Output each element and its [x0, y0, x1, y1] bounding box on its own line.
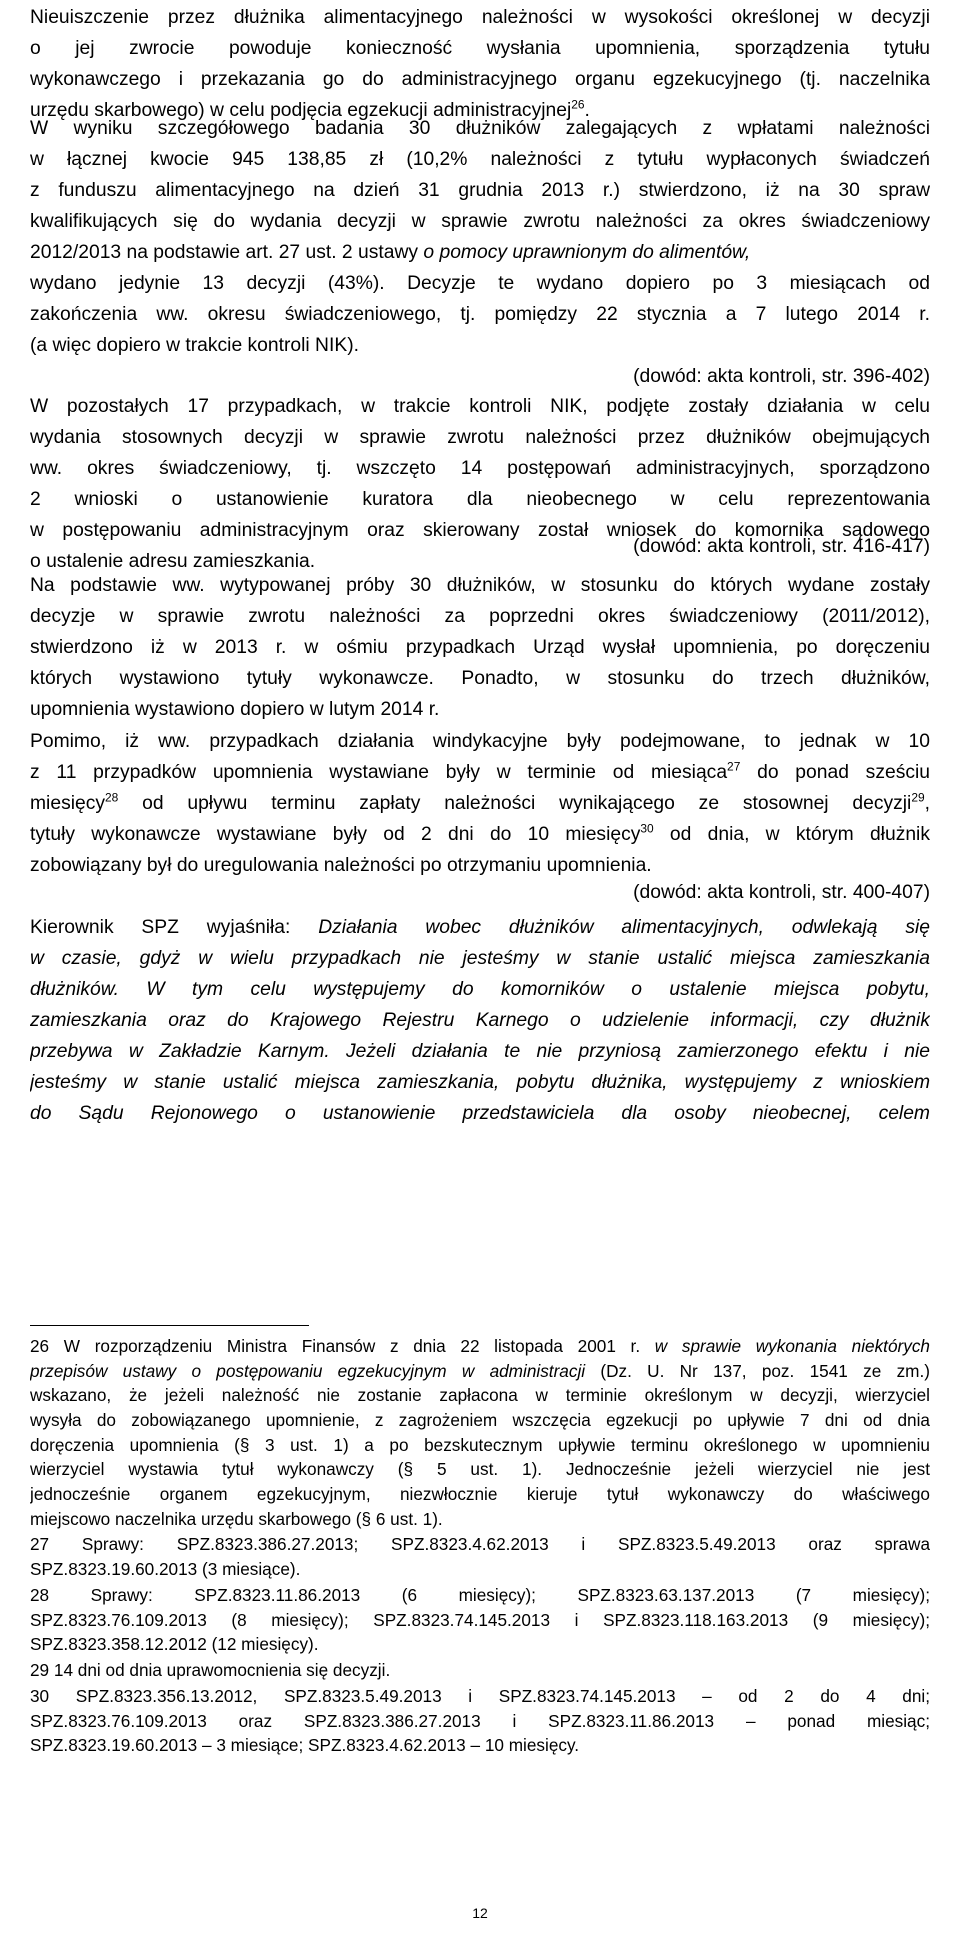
evidence-reference: (dowód: akta kontroli, str. 400-407) — [633, 882, 930, 903]
footnote-line — [30, 1334, 930, 1359]
text-line: stwierdzono iż w 2013 r. w ośmiu przypadkach Urząd wysłał upomnienia, po doręczeniu — [30, 637, 930, 658]
footnote-number: 30 — [30, 1686, 50, 1706]
paragraph-5 — [30, 726, 930, 908]
text-line: Pomimo, iż ww. przypadkach działania windykacyjne były podejmowane, to jednak w 10 — [30, 731, 930, 752]
footnote-line: SPZ.8323.76.109.2013 oraz SPZ.8323.386.27.2013 i SPZ.8323.11.86.2013 – ponad miesiąc; — [30, 1710, 930, 1731]
text-line: w łącznej kwocie 945 138,85 zł (10,2% należności z tytułu wypłaconych świadczeń — [30, 149, 930, 170]
text-line: kwalifikujących się do wydania decyzji w sprawie zwrotu należności za okres świadczeniowy — [30, 211, 930, 232]
footnote-26 — [30, 1334, 930, 1532]
footnote-line — [30, 1359, 930, 1384]
text-span: 14 dni od dnia uprawomocnienia się decyzji. — [49, 1660, 391, 1680]
footnote-line — [30, 1658, 930, 1683]
footnote-line — [30, 1684, 930, 1709]
text-line: których wystawiono tytuły wykonawcze. Ponadto, w stosunku do trzech dłużników, — [30, 668, 930, 689]
footnote-line: jednocześnie organem egzekucyjnym, niezwłocznie kieruje tytuł wykonawczy do właściwego — [30, 1484, 930, 1505]
text-span: . — [584, 100, 590, 121]
footnote-line: wskazano, że jeżeli należność nie zostanie zapłacona w terminie określonym w decyzji, wierzyciel — [30, 1385, 930, 1406]
text-span: od dnia, w którym dłużnik — [653, 824, 930, 845]
text-span: tytuły wykonawcze wystawiane były od 2 dni do 10 miesięcy — [30, 824, 641, 845]
text-span: (Dz. U. Nr 137, poz. 1541 ze zm.) — [585, 1360, 930, 1381]
text-line: W pozostałych 17 przypadkach, w trakcie kontroli NIK, podjęte zostały działania w celu — [30, 396, 930, 417]
text-span: z 11 przypadków upomnienia wystawiane były w terminie od miesiąca — [30, 762, 728, 783]
text-line: o ustalenie adresu zamieszkania. — [30, 551, 316, 572]
quote-line: przebywa w Zakładzie Karnym. Jeżeli działania te nie przyniosą zamierzonego efektu i nie — [30, 1041, 930, 1062]
text-line: wykonawczego i przekazania go do administracyjnego organu egzekucyjnego (tj. naczelnika — [30, 69, 930, 90]
footnote-27 — [30, 1532, 930, 1581]
text-line: W wyniku szczegółowego badania 30 dłużników zalegających z wpłatami należności — [30, 118, 930, 139]
footnote-line: SPZ.8323.19.60.2013 (3 miesiące). — [30, 1558, 301, 1579]
text-line: 2 wnioski o ustanowienie kuratora dla nieobecnego w celu reprezentowania — [30, 489, 930, 510]
act-title: o pomocy uprawnionym do alimentów, — [423, 242, 751, 263]
footnote-line — [30, 1583, 930, 1608]
text-line: wydania stosownych decyzji w sprawie zwrotu należności przez dłużników obejmujących — [30, 427, 930, 448]
text-span: SPZ.8323.356.13.2012, SPZ.8323.5.49.2013 i SPZ.8323.74.145.2013 – od 2 do 4 dni; — [49, 1686, 930, 1706]
text-line: ww. okres świadczeniowy, tj. wszczęto 14 postępowań administracyjnych, sporządzono — [30, 458, 930, 479]
footnote-separator — [30, 1325, 309, 1326]
text-span: urzędu skarbowego) w celu podjęcia egzekucji administracyjnej — [30, 100, 572, 121]
footnote-line: miejscowo naczelnika urzędu skarbowego (§ 6 ust. 1). — [30, 1508, 443, 1529]
text-span: Sprawy: SPZ.8323.11.86.2013 (6 miesięcy); SPZ.8323.63.137.2013 (7 miesięcy); — [49, 1585, 930, 1605]
footnote-line — [30, 1532, 930, 1557]
quote-line: dłużników. W tym celu występujemy do komorników o ustalenie miejsca pobytu, — [30, 979, 930, 1000]
text-line — [30, 757, 930, 788]
quote-text: Działania wobec dłużników alimentacyjnych, odwlekają się — [318, 917, 930, 938]
footnote-line: SPZ.8323.358.12.2012 (12 miesięcy). — [30, 1634, 319, 1655]
footnote-ref-26[interactable]: 26 — [571, 97, 585, 112]
text-span: miesięcy — [30, 793, 105, 814]
text-line: o jej zwrocie powoduje konieczność wysłania upomnienia, sporządzenia tytułu — [30, 38, 930, 59]
evidence-reference: (dowód: akta kontroli, str. 416-417) — [633, 536, 930, 557]
text-line: Nieuiszczenie przez dłużnika alimentacyjnego należności w wysokości określonej w decyzji — [30, 7, 930, 28]
paragraph-6 — [30, 912, 930, 1129]
footnote-30 — [30, 1684, 930, 1758]
footnote-ref-28[interactable]: 28 — [105, 790, 119, 805]
text-line: z funduszu alimentacyjnego na dzień 31 grudnia 2013 r.) stwierdzono, iż na 30 spraw — [30, 180, 930, 201]
text-span: Kierownik SPZ wyjaśniła: — [30, 917, 291, 938]
quote-line: jesteśmy w stanie ustalić miejsca zamieszkania, pobytu dłużnika, występujemy z wnioskiem — [30, 1072, 930, 1093]
footnote-number: 27 — [30, 1534, 50, 1554]
footnote-ref-27[interactable]: 27 — [727, 759, 741, 774]
text-line — [30, 819, 930, 850]
text-span: do ponad sześciu — [740, 762, 930, 783]
act-title: przepisów ustawy o postępowaniu egzekucyjnym w administracji — [30, 1360, 586, 1381]
text-line: zakończenia ww. okresu świadczeniowego, tj. pomiędzy 22 stycznia a 7 lutego 2014 r. — [30, 304, 930, 325]
paragraph-3-evidence — [30, 531, 930, 562]
text-line: decyzje w sprawie zwrotu należności za poprzedni okres świadczeniowy (2011/2012), — [30, 606, 930, 627]
paragraph-2 — [30, 113, 930, 392]
footnote-29 — [30, 1658, 930, 1683]
text-line: wydano jedynie 13 decyzji (43%). Decyzje te wydano dopiero po 3 miesiącach od — [30, 273, 930, 294]
footnote-line: SPZ.8323.76.109.2013 (8 miesięcy); SPZ.8323.74.145.2013 i SPZ.8323.118.163.2013 (9 miesięcy); — [30, 1609, 930, 1630]
text-line: w postępowaniu administracyjnym oraz skierowany został wniosek do komornika sądowego — [30, 520, 930, 541]
footnote-ref-29[interactable]: 29 — [911, 790, 925, 805]
text-line — [30, 788, 930, 819]
footnote-line: doręczenia upomnienia (§ 3 ust. 1) a po bezskutecznym upływie terminu określonego w upomnieniu — [30, 1434, 930, 1455]
text-span: 2012/2013 na podstawie art. 27 ust. 2 ustawy — [30, 242, 419, 263]
footnote-number: 29 — [30, 1660, 50, 1680]
text-line — [30, 237, 930, 268]
footnote-28 — [30, 1583, 930, 1657]
quote-line: zamieszkania oraz do Krajowego Rejestru Karnego o udzielenie informacji, czy dłużnik — [30, 1010, 930, 1031]
text-line — [30, 912, 930, 943]
footnote-line: wysyła do zobowiązanego upomnienie, z zagrożeniem wszczęcia egzekucji po upływie 7 dni od dnia — [30, 1410, 930, 1431]
evidence-reference: (dowód: akta kontroli, str. 396-402) — [633, 366, 930, 387]
text-span: W rozporządzeniu Ministra Finansów z dnia 22 listopada 2001 r. — [49, 1336, 641, 1356]
footnote-line: wierzyciel wystawia tytuł wykonawczy (§ 5 ust. 1). Jednocześnie jeżeli wierzyciel nie jest — [30, 1459, 930, 1480]
page-number: 12 — [472, 1905, 488, 1921]
act-title: w sprawie wykonania niektórych — [640, 1336, 930, 1356]
text-span: od upływu terminu zapłaty należności wynikającego ze stosownej decyzji — [118, 793, 912, 814]
text-span: , — [924, 793, 930, 814]
footnote-number: 26 — [30, 1336, 50, 1356]
quote-line: w czasie, gdyż w wielu przypadkach nie jesteśmy w stanie ustalić miejsca zamieszkania — [30, 948, 930, 969]
paragraph-4 — [30, 570, 930, 725]
text-line: (a więc dopiero w trakcie kontroli NIK). — [30, 335, 359, 356]
text-line: zobowiązany był do uregulowania należności po otrzymaniu upomnienia. — [30, 855, 652, 876]
footnote-ref-30[interactable]: 30 — [640, 821, 654, 836]
text-span: Sprawy: SPZ.8323.386.27.2013; SPZ.8323.4.62.2013 i SPZ.8323.5.49.2013 oraz sprawa — [49, 1534, 930, 1554]
footnote-line: SPZ.8323.19.60.2013 – 3 miesiące; SPZ.8323.4.62.2013 – 10 miesięcy. — [30, 1735, 580, 1756]
quote-line: do Sądu Rejonowego o ustanowienie przedstawiciela dla osoby nieobecnej, celem — [30, 1103, 930, 1124]
paragraph-1 — [30, 2, 930, 126]
text-line: Na podstawie ww. wytypowanej próby 30 dłużników, w stosunku do których wydane zostały — [30, 575, 930, 596]
text-line: upomnienia wystawiono dopiero w lutym 2014 r. — [30, 699, 440, 720]
footnote-number: 28 — [30, 1585, 50, 1605]
